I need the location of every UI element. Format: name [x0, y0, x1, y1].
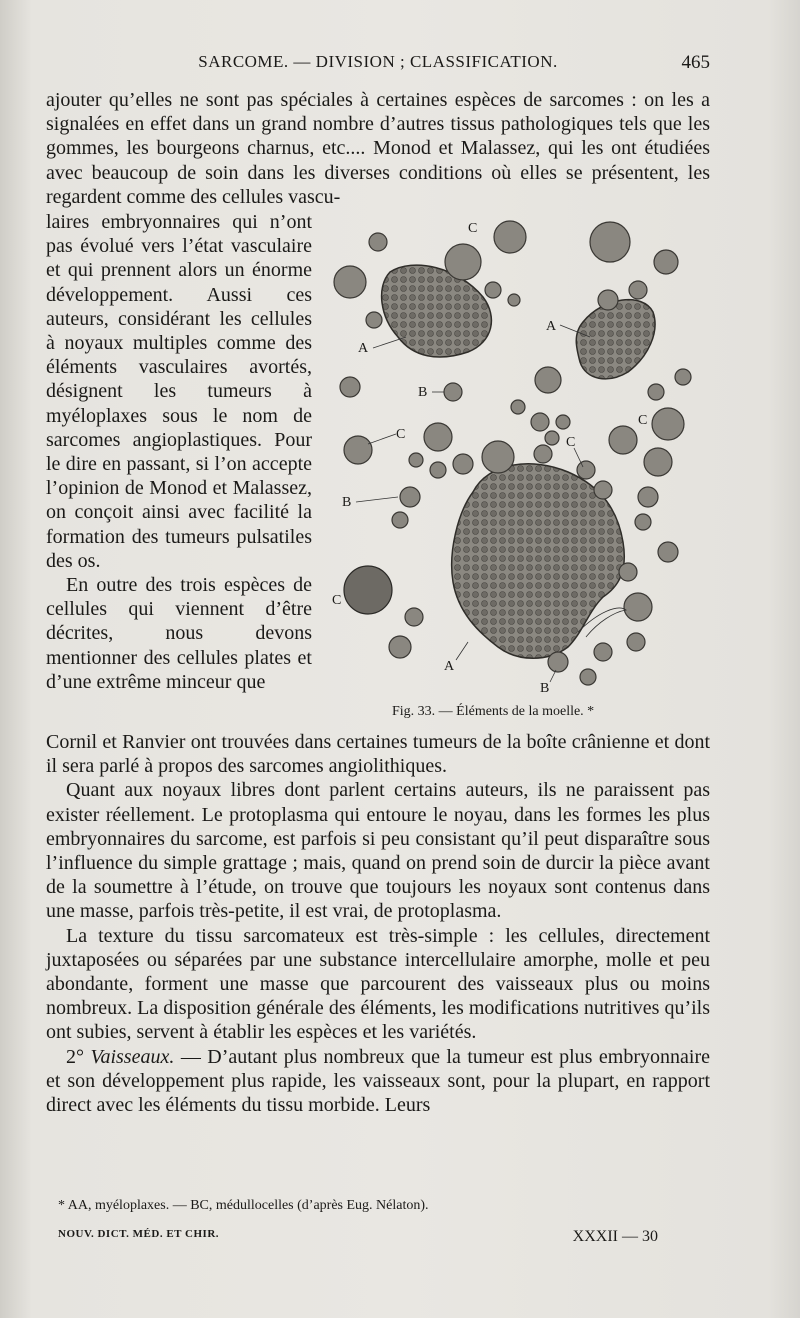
footer-publication: NOUV. DICT. MÉD. ET CHIR. — [58, 1228, 220, 1240]
figure-marrow-elements — [318, 212, 700, 706]
myeloplax-right — [576, 300, 655, 379]
label-b-bottom: B — [540, 681, 550, 696]
label-a-left: A — [358, 341, 369, 356]
paragraph-1-text: ajouter qu’elles ne sont pas spéciales à certaines espèces de sarcomes : on les a signalées en effet dans un grand nombre d’autres tissus pathologiques tels que les gommes, les bourgeons charnus, etc.... Monod et Malassez, qui les ont étudiées avec beaucoup de soin dans les diverses conditions où elles se présentent, les regardent comme des cellules vascu- — [46, 89, 710, 208]
label-a-bottom: A — [444, 659, 455, 674]
section-heading: Vaisseaux. — [90, 1045, 175, 1068]
label-c-mid: C — [396, 427, 406, 442]
label-c-right: C — [638, 413, 648, 428]
page-number: 465 — [681, 52, 710, 73]
label-c-inner: C — [566, 435, 576, 450]
label-c-top: C — [468, 221, 478, 236]
paragraph-5 — [46, 1045, 710, 1118]
myeloplax-top-left — [382, 265, 492, 357]
footnote: * AA, myéloplaxes. — BC, médullocelles (d’après Eug. Nélaton). — [58, 1198, 429, 1213]
marrow-elements-illustration — [318, 212, 700, 706]
column-text-part-2: En outre des trois espèces de cellules qui viennent d’être décrites, nous devons mentionner des cellules plates et d’une extrême minceur que — [46, 574, 312, 693]
paragraph-4: La texture du tissu sarcomateux est très-simple : les cellules, directement juxtaposées ou séparées par une substance intercellulaire amorphe, molle et peu abondante, forment une masse que parcourent des vaisseaux plus ou moins nombreux. La disposition générale des éléments, les modifications nutritives qu’ils ont subies, servent à établir les espèces et les variétés. — [46, 924, 710, 1044]
label-c-left: C — [332, 593, 342, 608]
label-b-left: B — [342, 495, 352, 510]
text-after-figure — [46, 730, 710, 1117]
section-number: 2° — [66, 1045, 84, 1068]
header-title: SARCOME. — DIVISION ; CLASSIFICATION. — [198, 52, 558, 71]
figure-caption: Fig. 33. — Éléments de la moelle. * — [392, 704, 595, 719]
running-header — [46, 52, 710, 78]
label-a-right: A — [546, 319, 557, 334]
paragraph-5-text: — D’autant plus nombreux que la tumeur est plus embryonnaire et son développement plus rapide, les vaisseaux sont, pour la plupart, en rapport direct avec les éléments du tissu morbide. Leurs — [46, 1045, 710, 1117]
page-footer — [58, 1228, 658, 1250]
column-text-part-1: laires embryonnaires qui n’ont pas évolué vers l’état vasculaire et qui prennent alors un énorme développement. Aussi ces auteurs, considérant les cellules à noyaux multiples comme des éléments vasculaires avortés, désignent les tumeurs à myéloplaxes sous le nom de sarcomes angioplastiques. Pour le dire en passant, si l’on accepte l’opinion de Monod et Malassez, on conçoit ainsi avec facilité la formation des tumeurs pulsatiles des os. — [46, 211, 312, 572]
text-column-left — [46, 210, 312, 694]
label-b-mid: B — [418, 385, 428, 400]
paragraph-2-continuation: Cornil et Ranvier ont trouvées dans certaines tumeurs de la boîte crânienne et dont il sera parlé à propos des sarcomes angiolithiques. — [46, 731, 710, 778]
paragraph-1 — [46, 88, 710, 209]
paragraph-3: Quant aux noyaux libres dont parlent certains auteurs, ils ne paraissent pas exister réellement. Le protoplasma qui entoure le noyau, dans les formes les plus embryonnaires du sarcome, est parfois si peu consistant qu’il peut disparaître sous l’influence du simple grattage ; mais, quand on prend soin de durcir la pièce avant de la soumettre à l’étude, on trouve que toujours les noyaux sont contenus dans une masse, parfois très-petite, il est vrai, de protoplasma. — [46, 779, 710, 923]
footer-volume-signature: XXXII — 30 — [572, 1228, 658, 1245]
